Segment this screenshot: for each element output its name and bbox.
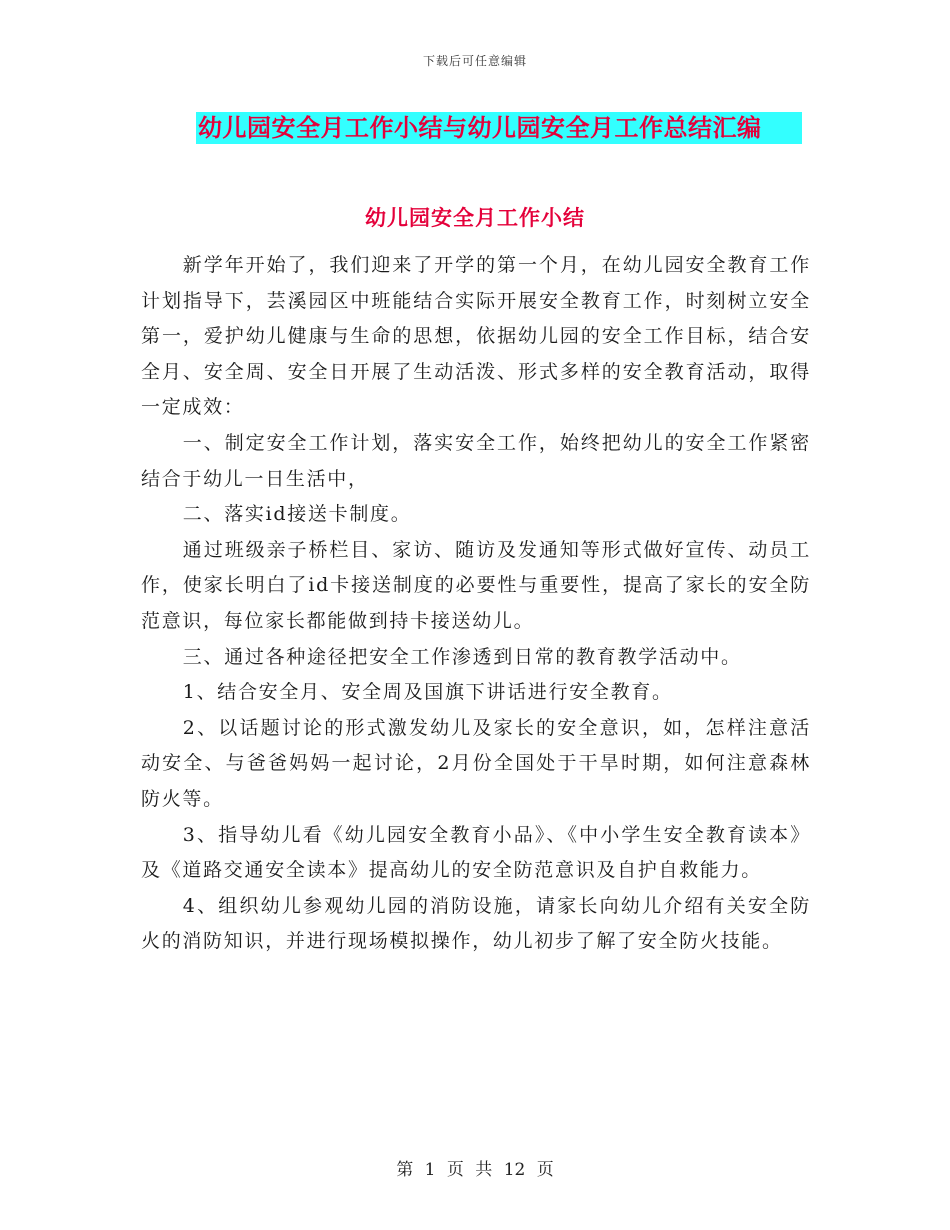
paragraph: 4、组织幼儿参观幼儿园的消防设施，请家长向幼儿介绍有关安全防火的消防知识，并进行现场模拟操作，幼儿初步了解了安全防火技能。 (141, 894, 811, 953)
page-footer: 第 1 页 共 12 页 (396, 1160, 554, 1180)
paragraph: 新学年开始了，我们迎来了开学的第一个月，在幼儿园安全教育工作计划指导下，芸溪园区中班能结合实际开展安全教育工作，时刻树立安全第一，爱护幼儿健康与生命的思想，依据幼儿园的安全工作目标，结合安全月、安全周、安全日开展了生动活泼、形式多样的安全教育活动，取得一定成效： (141, 254, 811, 419)
paragraph: 1、结合安全月、安全周及国旗下讲话进行安全教育。 (182, 681, 673, 704)
paragraph: 三、通过各种途径把安全工作渗透到日常的教育教学活动中。 (182, 645, 742, 668)
paragraph: 二、落实id接送卡制度。 (182, 503, 412, 526)
paragraph: 3、指导幼儿看《幼儿园安全教育小品》、《中小学生安全教育读本》及《道路交通安全读本》提高幼儿的安全防范意识及自护自救能力。 (141, 823, 811, 882)
paragraph: 通过班级亲子桥栏目、家访、随访及发通知等形式做好宣传、动员工作，使家长明白了id卡接送制度的必要性与重要性，提高了家长的安全防范意识，每位家长都能做到持卡接送幼儿。 (141, 538, 811, 632)
paragraph: 一、制定安全工作计划，落实安全工作，始终把幼儿的安全工作紧密结合于幼儿一日生活中， (141, 431, 811, 490)
document-title: 幼儿园安全月工作小结与幼儿园安全月工作总结汇编 (196, 112, 802, 144)
document-body (141, 248, 811, 960)
paragraph: 2、以话题讨论的形式激发幼儿及家长的安全意识，如，怎样注意活动安全、与爸爸妈妈一起讨论，2月份全国处于干旱时期，如何注意森林防火等。 (141, 716, 811, 810)
header-note: 下载后可任意编辑 (422, 54, 527, 68)
section-title: 幼儿园安全月工作小结 (365, 205, 585, 230)
document-title-highlight (196, 112, 802, 144)
